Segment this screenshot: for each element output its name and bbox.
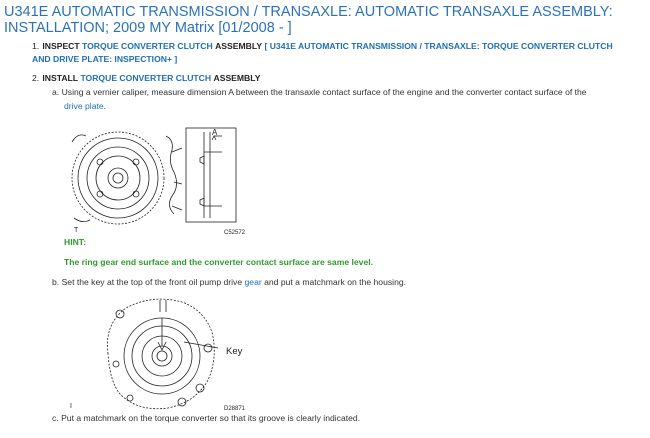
dimension-a-label: A bbox=[212, 128, 218, 137]
substep-text: Put a matchmark on the torque converter so that its groove is clearly indicated. bbox=[61, 413, 361, 423]
hint-text: The ring gear end surface and the converter contact surface are same level. bbox=[64, 257, 374, 267]
figure-drive-plate-measurement bbox=[62, 122, 242, 232]
substep-c bbox=[52, 411, 632, 425]
figure-code: C52572 bbox=[224, 230, 246, 236]
key-label: Key bbox=[226, 346, 243, 357]
step-2 bbox=[32, 72, 632, 85]
figure-mark: T bbox=[74, 227, 79, 234]
substep-tail: . bbox=[103, 101, 107, 111]
step-rest: ASSEMBLY bbox=[213, 73, 261, 83]
step-action: INSPECT bbox=[42, 41, 80, 51]
substep-letter: c. bbox=[52, 413, 59, 423]
step-number: 2. bbox=[32, 73, 40, 83]
substep-letter: b. bbox=[52, 277, 60, 287]
step-rest: ASSEMBLY bbox=[215, 41, 263, 51]
substep-text: Using a vernier caliper, measure dimension A between the transaxle contact surface of the engine and the converter contact surface of the bbox=[61, 87, 587, 97]
gear-link[interactable]: gear bbox=[244, 277, 262, 287]
substep-letter: a. bbox=[52, 87, 60, 97]
figure-code: D28871 bbox=[224, 406, 246, 412]
page-title: U341E AUTOMATIC TRANSMISSION / TRANSAXLE: AUTOMATIC TRANSAXLE ASSEMBLY: INSTALLATION; 2009 MY Matrix [01/2008 - ] bbox=[4, 4, 613, 36]
step-1 bbox=[32, 40, 632, 66]
substep-text-end: and put a matchmark on the housing. bbox=[264, 277, 407, 287]
substep-b bbox=[52, 275, 632, 289]
step-action: INSTALL bbox=[42, 73, 79, 83]
figure-mark: I bbox=[70, 403, 72, 410]
step-link[interactable]: TORQUE CONVERTER CLUTCH bbox=[82, 41, 213, 51]
substep-text: Set the key at the top of the front oil pump drive bbox=[61, 277, 243, 287]
drive-plate-link[interactable]: drive plate bbox=[64, 101, 104, 111]
step-number: 1. bbox=[32, 41, 40, 51]
step-link[interactable]: TORQUE CONVERTER CLUTCH bbox=[80, 73, 212, 83]
substep-a bbox=[52, 85, 632, 113]
step-reference-link[interactable]: [ U341E AUTOMATIC TRANSMISSION / TRANSAXLE: TORQUE CONVERTER CLUTCH AND DRIVE PLATE: INSPECTION+ ] bbox=[32, 41, 613, 64]
hint-label: HINT: bbox=[64, 237, 86, 247]
